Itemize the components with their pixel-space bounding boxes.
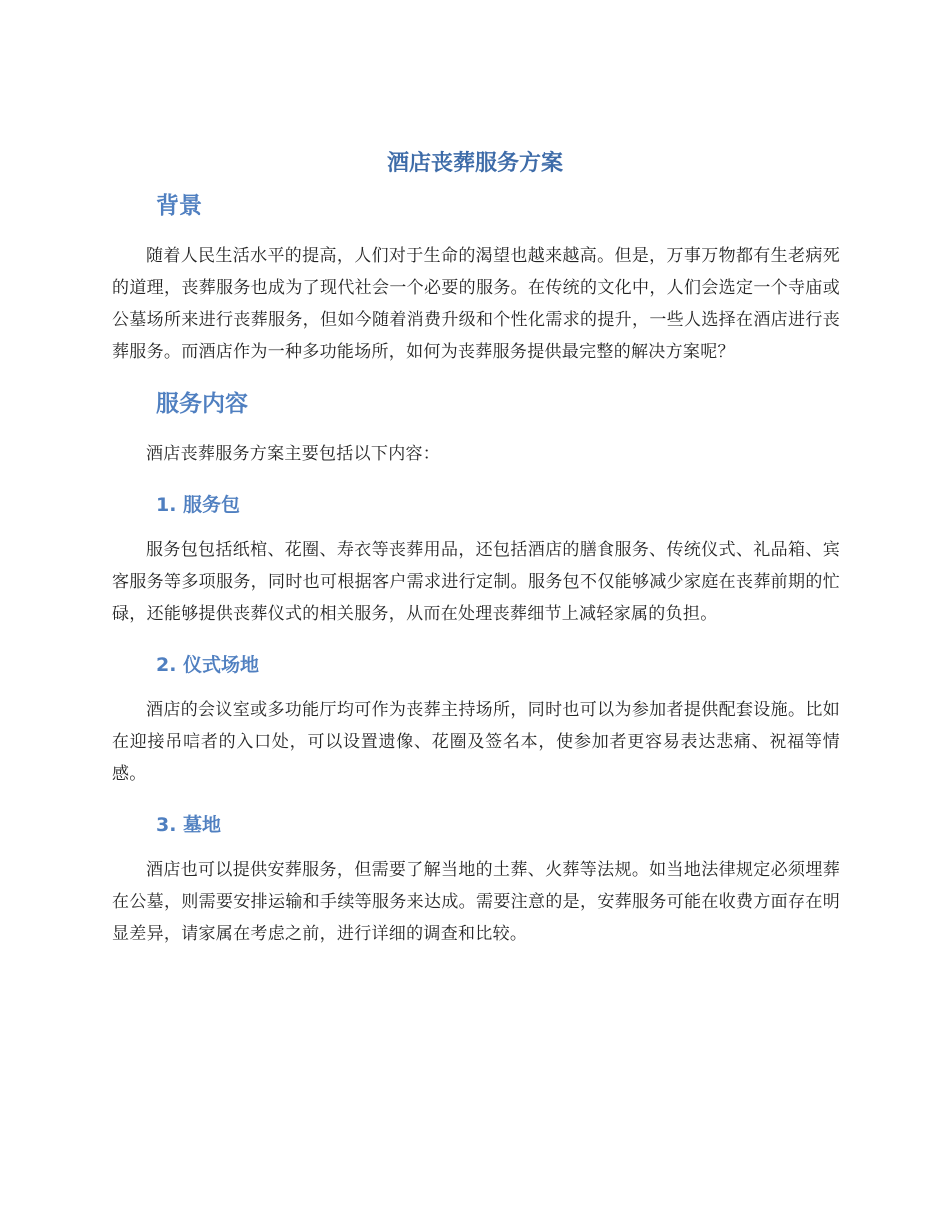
section-heading-service-content: 服务内容 [156, 391, 248, 417]
ceremony-venue-paragraph: 酒店的会议室或多功能厅均可作为丧葬主持场所，同时也可以为参加者提供配套设施。比如在迎接吊唁者的入口处，可以设置遗像、花圈及签名本，使参加者更容易表达悲痛、祝福等情感。 [112, 700, 840, 784]
subheading-service-package: 1. 服务包 [156, 494, 241, 516]
subheading-ceremony-venue: 2. 仪式场地 [156, 654, 260, 676]
cemetery-paragraph: 酒店也可以提供安葬服务，但需要了解当地的土葬、火葬等法规。如当地法律规定必须埋葬在公墓，则需要安排运输和手续等服务来达成。需要注意的是，安葬服务可能在收费方面存在明显差异，请家属在考虑之前，进行详细的调查和比较。 [112, 860, 840, 944]
service-package-paragraph: 服务包包括纸棺、花圈、寿衣等丧葬用品，还包括酒店的膳食服务、传统仪式、礼品箱、宾客服务等多项服务，同时也可根据客户需求进行定制。服务包不仅能够减少家庭在丧葬前期的忙碌，还能够提供丧葬仪式的相关服务，从而在处理丧葬细节上减轻家属的负担。 [112, 540, 840, 624]
document-body [112, 186, 840, 950]
subheading-cemetery: 3. 墓地 [156, 814, 222, 836]
background-paragraph: 随着人民生活水平的提高，人们对于生命的渴望也越来越高。但是，万事万物都有生老病死的道理，丧葬服务也成为了现代社会一个必要的服务。在传统的文化中，人们会选定一个寺庙或公墓场所来进行丧葬服务，但如今随着消费升级和个性化需求的提升，一些人选择在酒店进行丧葬服务。而酒店作为一种多功能场所，如何为丧葬服务提供最完整的解决方案呢？ [112, 246, 840, 362]
service-intro-paragraph: 酒店丧葬服务方案主要包括以下内容： [146, 444, 441, 464]
document-title: 酒店丧葬服务方案 [386, 151, 563, 176]
section-heading-background: 背景 [156, 193, 202, 219]
